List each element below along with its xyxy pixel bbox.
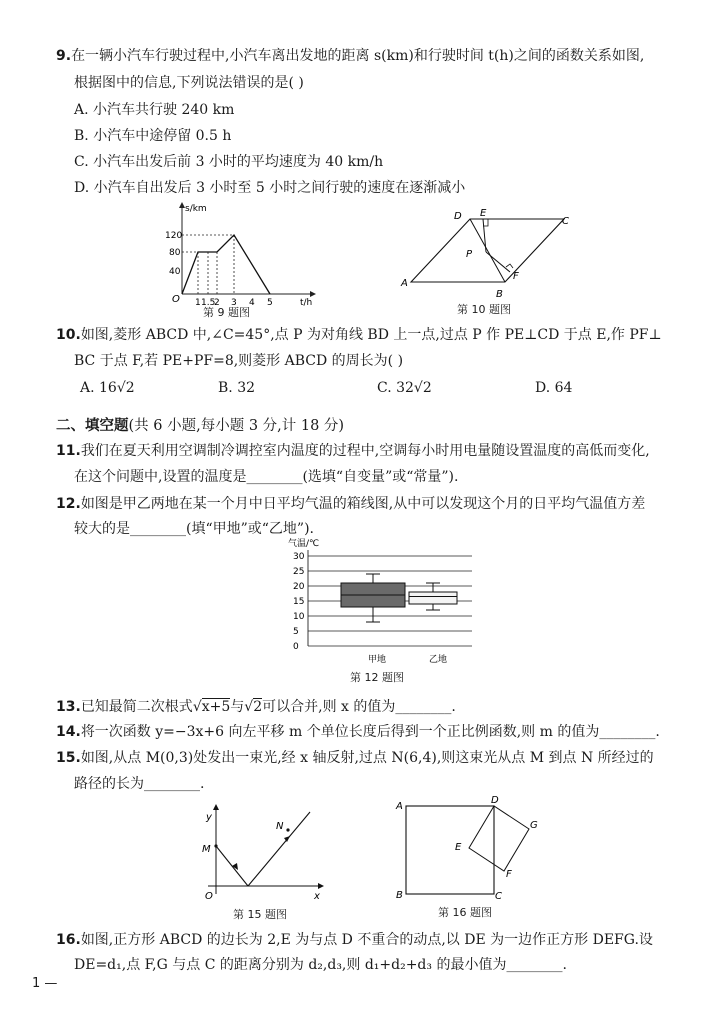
q12-line2: 较大的是________(填“甲地”或“乙地”). — [74, 521, 315, 537]
q9-ytick-40: 40 — [169, 267, 181, 277]
q12-chart-ylabel: 气温/℃ — [288, 539, 320, 549]
q12-ytick: 30 — [293, 552, 305, 562]
q16-label-d: D — [491, 795, 499, 806]
q15-line2: 路径的长为________. — [74, 776, 205, 792]
q13-radical-1: √x+5 — [192, 699, 231, 715]
q14-number: 14. — [56, 724, 81, 740]
q10-line2: BC 于点 F,若 PE+PF=8,则菱形 ABCD 的周长为( ) — [74, 353, 404, 369]
q9-xtick-4: 4 — [249, 298, 255, 308]
q12-ytick: 20 — [293, 582, 305, 592]
q9-line1: 9.在一辆小汽车行驶过程中,小汽车离出发地的距离 s(km)和行驶时间 t(h)之间的函数关系如图, — [56, 48, 645, 64]
q9-xtick-2: 2 — [214, 298, 220, 308]
q12-ytick: 15 — [293, 597, 305, 607]
q9-xtick-5: 5 — [267, 298, 273, 308]
q10-figure-caption: 第 10 题图 — [457, 303, 511, 316]
q10-option-c: C. 32√2 — [377, 380, 432, 396]
q12-box-jia — [341, 574, 405, 622]
q9-option-b: B. 小汽车中途停留 0.5 h — [74, 128, 232, 144]
q9-xtick-1-5: 1.5 — [201, 298, 216, 308]
q9-line2: 根据图中的信息,下列说法错误的是( ) — [74, 75, 304, 91]
page-footer: 1 — — [32, 976, 58, 991]
q12-ytick: 10 — [293, 612, 305, 622]
q15-label-m: M — [202, 844, 211, 855]
q15-number: 15. — [56, 750, 81, 766]
q10-option-b: B. 32 — [218, 380, 256, 396]
q10-option-d: D. 64 — [535, 380, 573, 396]
q15-label-y: y — [206, 812, 212, 823]
q9-ylabel: s/km — [185, 204, 207, 214]
q11-line1: 11.我们在夏天利用空调制冷调控室内温度的过程中,空调每小时用电量随设置温度的高低而变化, — [56, 443, 650, 459]
q16-figure-caption: 第 16 题图 — [438, 906, 492, 919]
q12-box-plot — [270, 534, 480, 669]
q16-label-g: G — [530, 820, 538, 831]
q16-line2: DE=d₁,点 F,G 与点 C 的距离分别为 d₂,d₃,则 d₁+d₂+d₃ 的最小值为________. — [74, 957, 567, 973]
q10-label-e: E — [480, 208, 487, 219]
q16-label-c: C — [495, 891, 502, 902]
q12-ytick: 0 — [293, 642, 299, 652]
q9-ytick-120: 120 — [165, 231, 183, 241]
q16-label-b: B — [396, 890, 403, 901]
q15-label-x: x — [314, 891, 320, 902]
q12-category-jia: 甲地 — [368, 655, 387, 665]
q9-number: 9. — [56, 48, 72, 64]
q12-category-yi: 乙地 — [429, 655, 448, 665]
q12-number: 12. — [56, 496, 81, 512]
q10-rhombus-figure — [396, 204, 586, 304]
q9-xtick-3: 3 — [231, 298, 237, 308]
q9-graph-line — [182, 235, 270, 294]
q15-reflection-figure — [196, 800, 331, 905]
q10-line1: 10.如图,菱形 ABCD 中,∠C=45°,点 P 为对角线 BD 上一点,过点 P 作 PE⊥CD 于点 E,作 PF⊥ — [56, 327, 662, 343]
q10-label-f: F — [513, 271, 519, 282]
q9-option-a: A. 小汽车共行驶 240 km — [74, 102, 235, 118]
q10-number: 10. — [56, 327, 81, 343]
q12-ytick: 25 — [293, 567, 305, 577]
q9-xlabel: t/h — [300, 298, 313, 308]
q15-line1: 15.如图,从点 M(0,3)处发出一束光,经 x 轴反射,过点 N(6,4),则这束光从点 M 到点 N 所经过的 — [56, 750, 654, 766]
q10-label-a: A — [401, 278, 408, 289]
q16-line1: 16.如图,正方形 ABCD 的边长为 2,E 为与点 D 不重合的动点,以 DE 为一边作正方形 DEFG.设 — [56, 932, 653, 948]
q12-ytick: 5 — [293, 627, 299, 637]
q10-label-d: D — [454, 211, 462, 222]
q13-radical-2: √2 — [244, 699, 263, 715]
q12-figure-caption: 第 12 题图 — [350, 671, 404, 684]
q9-option-c: C. 小汽车出发后前 3 小时的平均速度为 40 km/h — [74, 154, 384, 170]
q16-label-e: E — [455, 842, 462, 853]
q15-label-o: O — [205, 891, 213, 902]
q9-distance-time-graph — [160, 198, 320, 308]
q9-figure-caption: 第 9 题图 — [203, 306, 250, 319]
q14-line: 14.将一次函数 y=−3x+6 向左平移 m 个单位长度后得到一个正比例函数,则 m 的值为________. — [56, 724, 660, 740]
q15-label-n: N — [276, 821, 284, 832]
q10-label-c: C — [562, 216, 569, 227]
q16-label-a: A — [396, 801, 403, 812]
section-title: 二、填空题(共 6 小题,每小题 3 分,计 18 分) — [56, 418, 345, 434]
q12-line1: 12.如图是甲乙两地在某一个月中日平均气温的箱线图,从中可以发现这个月的日平均气温值方差 — [56, 496, 646, 512]
q9-option-d: D. 小汽车自出发后 3 小时至 5 小时之间行驶的速度在逐渐减小 — [74, 180, 466, 196]
q10-label-p: P — [466, 249, 473, 260]
q10-option-a: A. 16√2 — [80, 380, 135, 396]
q9-origin: O — [172, 294, 180, 305]
q16-squares-figure — [392, 796, 552, 904]
q9-ytick-80: 80 — [169, 248, 181, 258]
q15-figure-caption: 第 15 题图 — [233, 908, 287, 921]
q10-label-b: B — [496, 289, 503, 300]
q9-xtick-1: 1 — [195, 298, 201, 308]
q16-number: 16. — [56, 932, 81, 948]
q11-number: 11. — [56, 443, 81, 459]
q16-label-f: F — [506, 869, 512, 880]
q12-box-yi — [409, 583, 457, 610]
q13-number: 13. — [56, 699, 81, 715]
q13-line: 13.已知最简二次根式√x+5与√2可以合并,则 x 的值为________. — [56, 699, 456, 715]
q11-line2: 在这个问题中,设置的温度是________(选填“自变量”或“常量”). — [74, 469, 459, 485]
